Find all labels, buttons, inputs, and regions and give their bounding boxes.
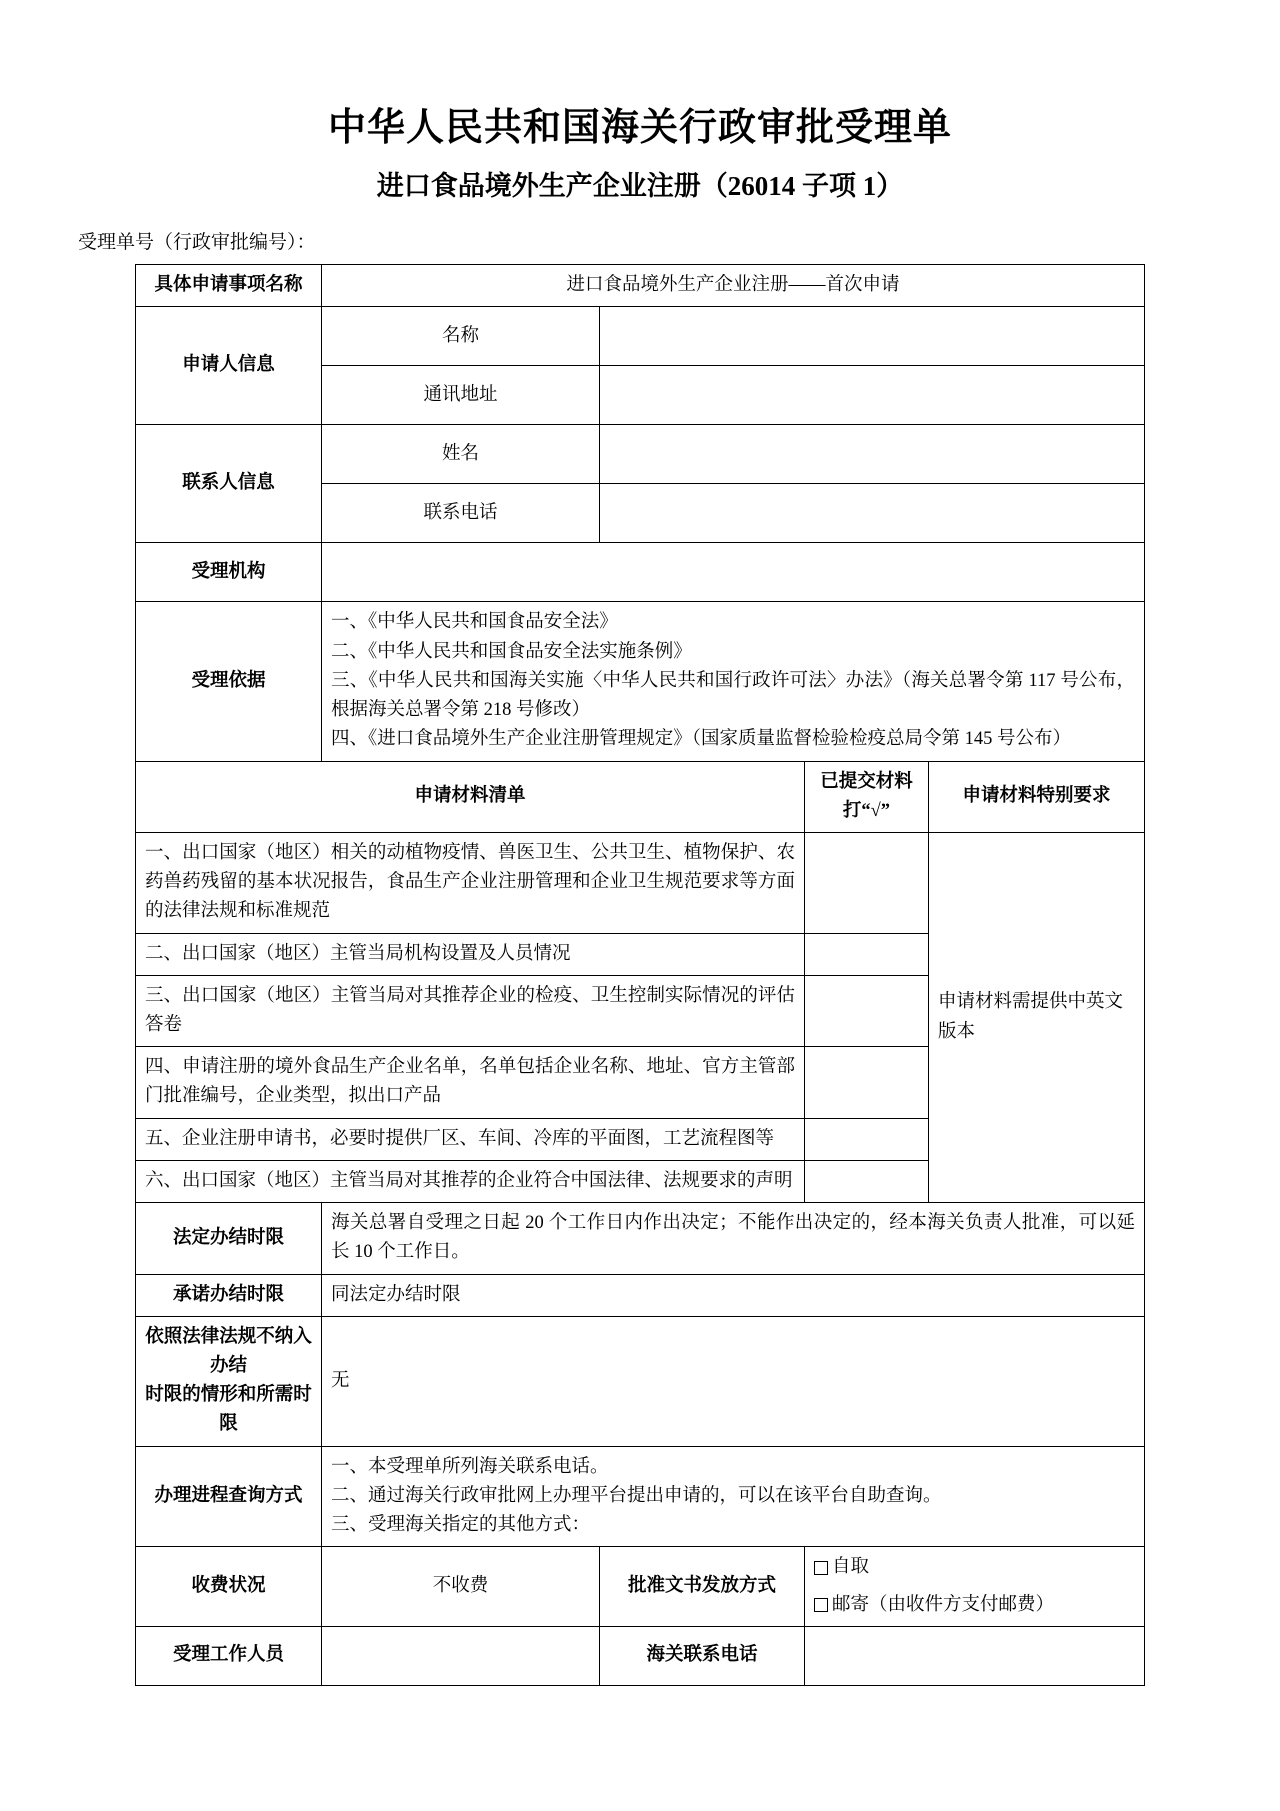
materials-requirements-header: 申请材料特别要求 [928,761,1144,832]
delivery-option-self-pickup[interactable] [814,1553,869,1582]
table-row-statutory-deadline [136,1203,1145,1274]
material-checkbox-cell[interactable] [804,1160,928,1202]
material-special-requirement: 申请材料需提供中英文版本 [928,832,1144,1202]
contact-phone-label: 联系电话 [322,484,600,543]
materials-submitted-header-line1: 已提交材料 [820,771,913,792]
promised-deadline-label: 承诺办结时限 [136,1274,322,1316]
table-row-staff-and-phone [136,1626,1145,1685]
fee-status-value: 不收费 [322,1547,600,1626]
excluded-deadline-label [136,1316,322,1446]
contact-name-field[interactable] [600,425,1145,484]
checkbox-icon[interactable] [814,1598,828,1612]
statutory-deadline-label: 法定办结时限 [136,1203,322,1274]
table-row-material-item [136,832,1145,933]
applicant-address-label: 通讯地址 [322,366,600,425]
staff-field[interactable] [322,1626,600,1685]
excluded-deadline-label-line1: 依照法律法规不纳入办结 [145,1326,312,1376]
contact-info-label: 联系人信息 [136,425,322,543]
legal-basis-content [322,602,1145,761]
material-item-text: 四、申请注册的境外食品生产企业名单，名单包括企业名称、地址、官方主管部门批准编号，企业类型，拟出口产品 [136,1047,805,1118]
material-item-text: 二、出口国家（地区）主管当局机构设置及人员情况 [136,933,805,975]
progress-query-item: 二、通过海关行政审批网上办理平台提出申请的，可以在该平台自助查询。 [331,1485,942,1506]
fee-status-label: 收费状况 [136,1547,322,1626]
material-item-text: 一、出口国家（地区）相关的动植物疫情、兽医卫生、公共卫生、植物保护、农药兽药残留的基本状况报告，食品生产企业注册管理和企业卫生规范要求等方面的法律法规和标准规范 [136,832,805,933]
customs-phone-field[interactable] [804,1626,1144,1685]
acceptance-form-table [135,264,1145,1686]
agency-label: 受理机构 [136,543,322,602]
contact-name-label: 姓名 [322,425,600,484]
progress-query-item: 一、本受理单所列海关联系电话。 [331,1456,609,1477]
table-row-materials-header [136,761,1145,832]
table-row-contact-name [136,425,1145,484]
delivery-method-options [804,1547,1144,1626]
matter-name-label: 具体申请事项名称 [136,265,322,307]
table-row-matter-name [136,265,1145,307]
delivery-option-mail[interactable] [814,1591,1054,1620]
material-checkbox-cell[interactable] [804,1047,928,1118]
agency-field[interactable] [322,543,1145,602]
material-item-text: 五、企业注册申请书，必要时提供厂区、车间、冷库的平面图，工艺流程图等 [136,1118,805,1160]
page-subtitle: 进口食品境外生产企业注册（26014 子项 1） [376,170,904,201]
material-checkbox-cell[interactable] [804,1118,928,1160]
applicant-name-label: 名称 [322,307,600,366]
table-row-excluded-deadline [136,1316,1145,1446]
progress-query-content [322,1446,1145,1547]
staff-label: 受理工作人员 [136,1626,322,1685]
checkbox-icon[interactable] [814,1561,828,1575]
table-row-legal-basis [136,602,1145,761]
applicant-name-field[interactable] [600,307,1145,366]
page-title: 中华人民共和国海关行政审批受理单 [327,107,952,149]
materials-list-header: 申请材料清单 [136,761,805,832]
delivery-option-self-label: 自取 [831,1557,869,1578]
delivery-method-label: 批准文书发放方式 [600,1547,805,1626]
materials-submitted-header [804,761,928,832]
legal-basis-item: 二、《中华人民共和国食品安全法实施条例》 [331,641,692,662]
customs-phone-label: 海关联系电话 [600,1626,805,1685]
legal-basis-item: 四、《进口食品境外生产企业注册管理规定》（国家质量监督检验检疫总局令第 145 号公布） [331,729,1072,750]
table-row-promised-deadline [136,1274,1145,1316]
legal-basis-item: 三、《中华人民共和国海关实施〈中华人民共和国行政许可法〉办法》（海关总署令第 117 号公布，根据海关总署令第 218 号修改） [331,670,1135,721]
excluded-deadline-value: 无 [322,1316,1145,1446]
promised-deadline-value: 同法定办结时限 [322,1274,1145,1316]
serial-number-label: 受理单号（行政审批编号）： [78,231,316,253]
progress-query-label: 办理进程查询方式 [136,1446,322,1547]
table-row-applicant-name [136,307,1145,366]
material-checkbox-cell[interactable] [804,975,928,1046]
contact-phone-field[interactable] [600,484,1145,543]
table-row-progress-query [136,1446,1145,1547]
delivery-option-mail-label: 邮寄（由收件方支付邮费） [831,1594,1054,1615]
materials-submitted-header-line2: 打“√” [842,800,891,821]
excluded-deadline-label-line2: 时限的情形和所需时限 [145,1385,312,1435]
legal-basis-label: 受理依据 [136,602,322,761]
legal-basis-item: 一、《中华人民共和国食品安全法》 [331,612,618,633]
material-item-text: 六、出口国家（地区）主管当局对其推荐的企业符合中国法律、法规要求的声明 [136,1160,805,1202]
table-row-agency [136,543,1145,602]
table-row-fee-and-delivery [136,1547,1145,1626]
applicant-address-field[interactable] [600,366,1145,425]
material-checkbox-cell[interactable] [804,933,928,975]
progress-query-item: 三、受理海关指定的其他方式： [331,1515,591,1536]
applicant-info-label: 申请人信息 [136,307,322,425]
matter-name-value: 进口食品境外生产企业注册——首次申请 [322,265,1145,307]
statutory-deadline-value: 海关总署自受理之日起 20 个工作日内作出决定；不能作出决定的，经本海关负责人批准，可以延长 10 个工作日。 [322,1203,1145,1274]
material-item-text: 三、出口国家（地区）主管当局对其推荐企业的检疫、卫生控制实际情况的评估答卷 [136,975,805,1046]
material-checkbox-cell[interactable] [804,832,928,933]
